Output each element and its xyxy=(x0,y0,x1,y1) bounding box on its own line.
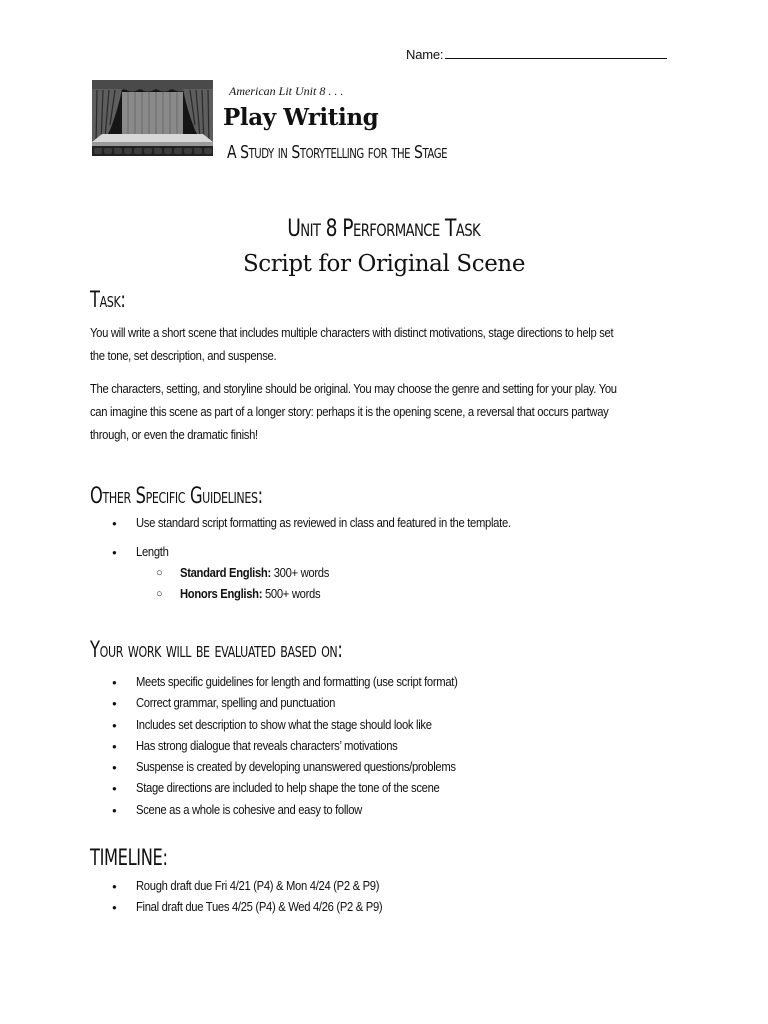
document-title: Play Writing xyxy=(223,104,379,131)
list-item xyxy=(112,757,493,778)
sub-list-item xyxy=(156,584,572,605)
list-item xyxy=(112,693,493,714)
list-item xyxy=(112,542,552,605)
length-sublist xyxy=(156,563,572,605)
evaluation-heading: Your work will be evaluated based on: xyxy=(90,638,343,663)
performance-task-title xyxy=(0,214,768,242)
name-blank-line[interactable] xyxy=(445,47,667,59)
document-subtitle: A Study in Storytelling for the Stage xyxy=(227,142,448,163)
list-item xyxy=(112,800,493,821)
evaluation-item-text: Meets specific guidelines for length and formatting (use script format) xyxy=(136,675,458,689)
guideline-length: Length xyxy=(136,545,169,559)
list-item xyxy=(112,897,410,918)
performance-task-title-text: Unit 8 Performance Task xyxy=(287,214,481,242)
evaluation-item-text: Includes set description to show what the stage should look like xyxy=(136,717,432,732)
name-field[interactable] xyxy=(406,47,667,62)
guideline-formatting: Use standard script formatting as reviewed in class and featured in the template. xyxy=(136,516,511,530)
evaluation-item-text: Scene as a whole is cohesive and easy to follow xyxy=(136,802,362,817)
standard-english-value: 300+ words xyxy=(270,566,330,580)
task-paragraph-1: You will write a short scene that includes multiple characters with distinct motivations, stage directions to help set the tone, set description, and suspense. xyxy=(90,326,614,363)
list-item xyxy=(112,778,493,799)
timeline-item-text: Final draft due Tues 4/25 (P4) & Wed 4/26 (P2 & P9) xyxy=(136,900,383,915)
name-label: Name: xyxy=(406,47,444,62)
unit-label: American Lit Unit 8 . . . xyxy=(229,84,344,98)
list-item xyxy=(112,672,493,693)
standard-english-label: Standard English: xyxy=(180,566,271,580)
honors-english-label: Honors English: xyxy=(180,587,263,601)
list-item xyxy=(112,736,493,757)
evaluation-item-text: Has strong dialogue that reveals characters’ motivations xyxy=(136,738,398,753)
guidelines-heading: Other Specific Guidelines: xyxy=(90,484,263,509)
sub-list-item xyxy=(156,563,572,584)
timeline-heading: TIMELINE: xyxy=(90,846,168,871)
evaluation-item-text: Stage directions are included to help shape the tone of the scene xyxy=(136,781,440,796)
task-paragraph-2: The characters, setting, and storyline should be original. You may choose the genre and setting for your play. You can imagine this scene as part of a longer story: perhaps it is the opening scene, a reversal that occurs partway through, or even the dramatic finish! xyxy=(90,382,617,442)
timeline-item-text: Rough draft due Fri 4/21 (P4) & Mon 4/24 (P2 & P9) xyxy=(136,879,380,893)
list-item xyxy=(112,513,552,534)
stage-curtain-image xyxy=(92,80,213,156)
list-item xyxy=(112,715,493,736)
script-title: Script for Original Scene xyxy=(242,251,526,277)
guidelines-list xyxy=(112,513,552,605)
task-heading: Task: xyxy=(90,288,126,313)
evaluation-item-text: Correct grammar, spelling and punctuation xyxy=(136,696,336,711)
honors-english-value: 500+ words xyxy=(262,587,321,601)
list-item xyxy=(112,876,410,897)
evaluation-item-text: Suspense is created by developing unanswered questions/problems xyxy=(136,760,456,775)
timeline-list xyxy=(112,876,410,919)
evaluation-list xyxy=(112,672,493,821)
